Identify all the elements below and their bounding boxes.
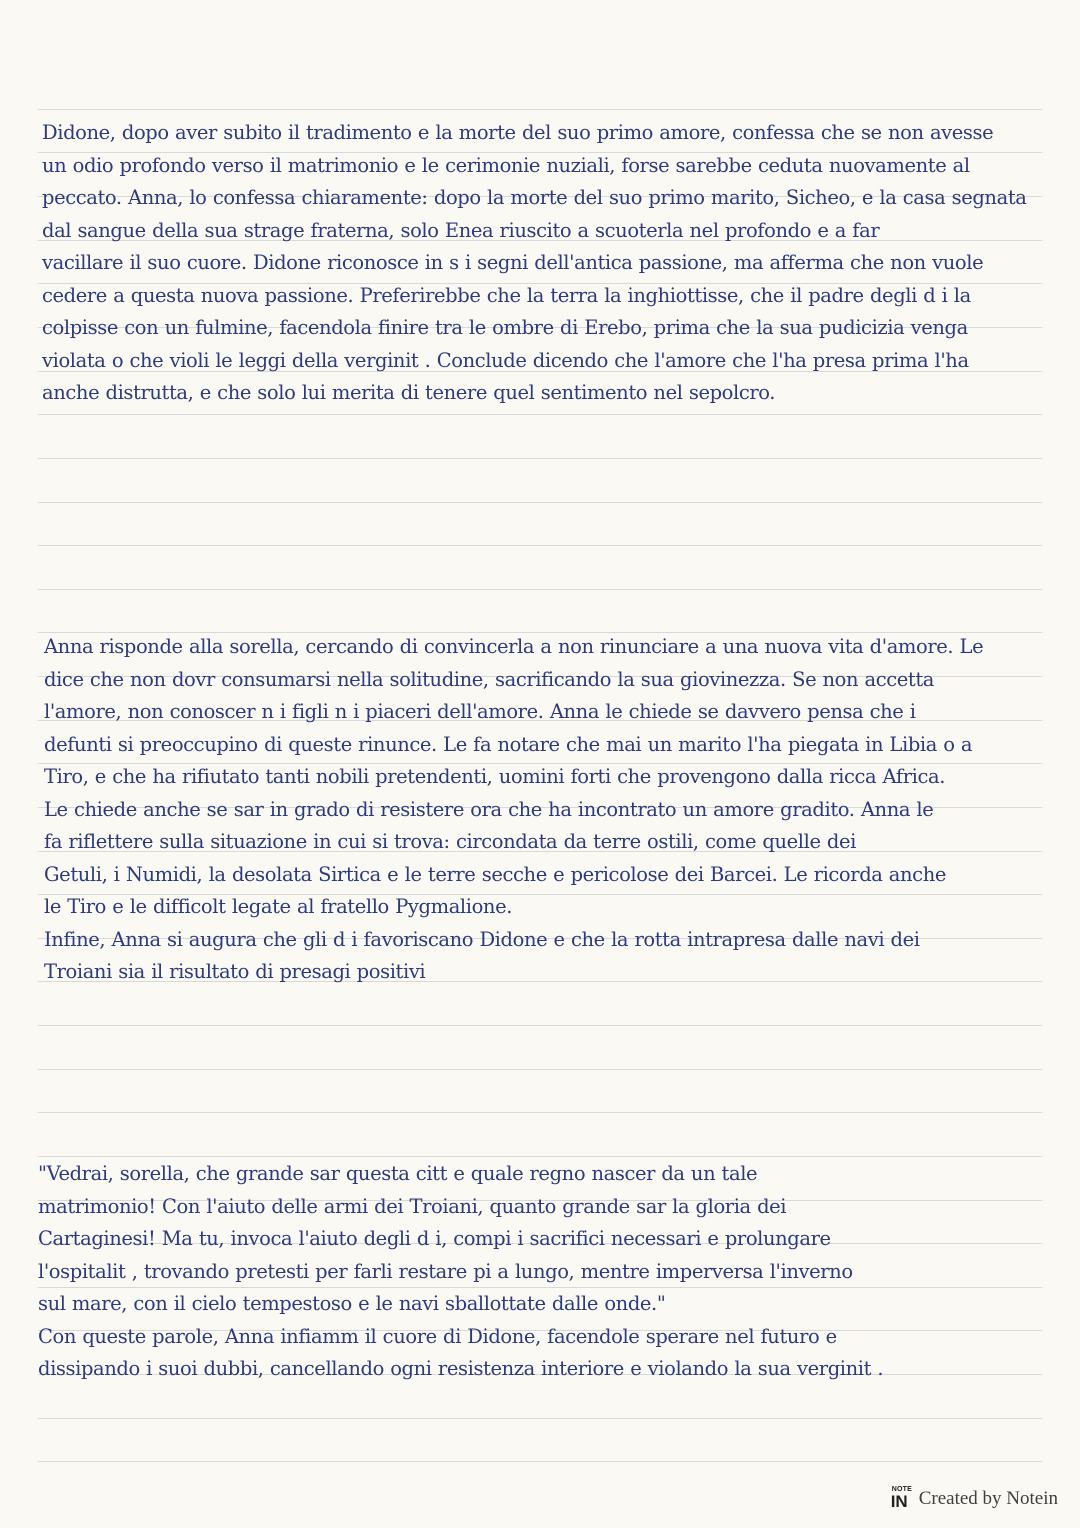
ruled-line — [38, 1461, 1042, 1462]
ruled-line — [38, 1112, 1042, 1113]
ruled-line — [38, 1025, 1042, 1026]
text-line: l'ospitalit , trovando pretesti per farli restare pi a lungo, mentre imperversa l'inverno — [38, 1259, 853, 1283]
ruled-line — [38, 1418, 1042, 1419]
text-line: defunti si preoccupino di queste rinunce. Le fa notare che mai un marito l'ha piegata in Libia o a — [44, 732, 973, 756]
ruled-line — [38, 502, 1042, 503]
text-line: cedere a questa nuova passione. Preferirebbe che la terra la inghiottisse, che il padre degli d i la — [42, 283, 971, 307]
text-line: Didone, dopo aver subito il tradimento e la morte del suo primo amore, confessa che se non avesse — [42, 121, 994, 144]
ruled-line — [38, 1156, 1042, 1157]
text-line: peccato. Anna, lo confessa chiaramente: dopo la morte del suo primo marito, Sicheo, e la casa segnata — [42, 186, 1027, 209]
paragraph-anna-quote — [38, 1158, 883, 1386]
text-line: Troiani sia il risultato di presagi positivi — [44, 960, 426, 983]
paragraph-didone-confession — [42, 117, 1026, 410]
text-line: l'amore, non conoscer n i figli n i piaceri dell'amore. Anna le chiede se davvero pensa che i — [44, 700, 916, 723]
text-line: sul mare, con il cielo tempestoso e le navi sballottate dalle onde." — [38, 1292, 666, 1315]
text-line: Getuli, i Numidi, la desolata Sirtica e le terre secche e pericolose dei Barcei. Le ricorda anche — [44, 862, 947, 886]
text-line: le Tiro e le difficolt legate al fratello Pygmalione. — [44, 895, 513, 918]
ruled-line — [38, 414, 1042, 415]
logo-note-text: NOTE — [891, 1486, 912, 1493]
text-line: colpisse con un fulmine, facendola finire tra le ombre di Erebo, prima che la sua pudicizia venga — [42, 316, 968, 339]
ruled-line — [38, 109, 1042, 110]
text-line: Cartaginesi! Ma tu, invoca l'aiuto degli d i, compi i sacrifici necessari e prolungare — [38, 1227, 831, 1250]
footer-watermark — [891, 1488, 1058, 1510]
text-line: Infine, Anna si augura che gli d i favoriscano Didone e che la rotta intrapresa dalle navi dei — [44, 927, 920, 951]
text-line: fa riflettere sulla situazione in cui si trova: circondata da terre ostili, come quelle dei — [44, 830, 856, 853]
text-line: anche distrutta, e che solo lui merita di tenere quel sentimento nel sepolcro. — [42, 381, 776, 404]
text-line: "Vedrai, sorella, che grande sar questa citt e quale regno nascer da un tale — [38, 1162, 758, 1185]
text-line: dice che non dovr consumarsi nella solitudine, sacrificando la sua giovinezza. Se non accetta — [44, 667, 934, 691]
text-line: violata o che violi le leggi della verginit . Conclude dicendo che l'amore che l'ha presa prima l'ha — [42, 348, 969, 372]
text-line: matrimonio! Con l'aiuto delle armi dei Troiani, quanto grande sar la gloria dei — [38, 1194, 787, 1218]
text-line: vacillare il suo cuore. Didone riconosce in s i segni dell'antica passione, ma afferma che non vuole — [42, 251, 984, 274]
text-line: Con queste parole, Anna infiamm il cuore di Didone, facendole sperare nel futuro e — [38, 1324, 837, 1348]
ruled-line — [38, 1069, 1042, 1070]
ruled-line — [38, 545, 1042, 546]
paragraph-anna-response — [44, 631, 983, 989]
notein-logo-icon — [891, 1488, 911, 1510]
text-line: Le chiede anche se sar in grado di resistere ora che ha incontrato un amore gradito. Anna le — [44, 797, 934, 821]
ruled-line — [38, 458, 1042, 459]
text-line: dal sangue della sua strage fraterna, solo Enea riuscito a scuoterla nel profondo e a far — [42, 218, 880, 242]
created-by-text: Created by Notein — [918, 1488, 1058, 1509]
text-line: dissipando i suoi dubbi, cancellando ogni resistenza interiore e violando la sua verginit . — [38, 1357, 884, 1380]
ruled-line — [38, 589, 1042, 590]
text-line: un odio profondo verso il matrimonio e le cerimonie nuziali, forse sarebbe ceduta nuovamente al — [42, 153, 970, 177]
text-line: Anna risponde alla sorella, cercando di convincerla a non rinunciare a una nuova vita d'amore. Le — [44, 635, 984, 658]
logo-in-text: IN — [890, 1492, 908, 1511]
text-line: Tiro, e che ha rifiutato tanti nobili pretendenti, uomini forti che provengono dalla ricca Africa. — [44, 765, 946, 788]
